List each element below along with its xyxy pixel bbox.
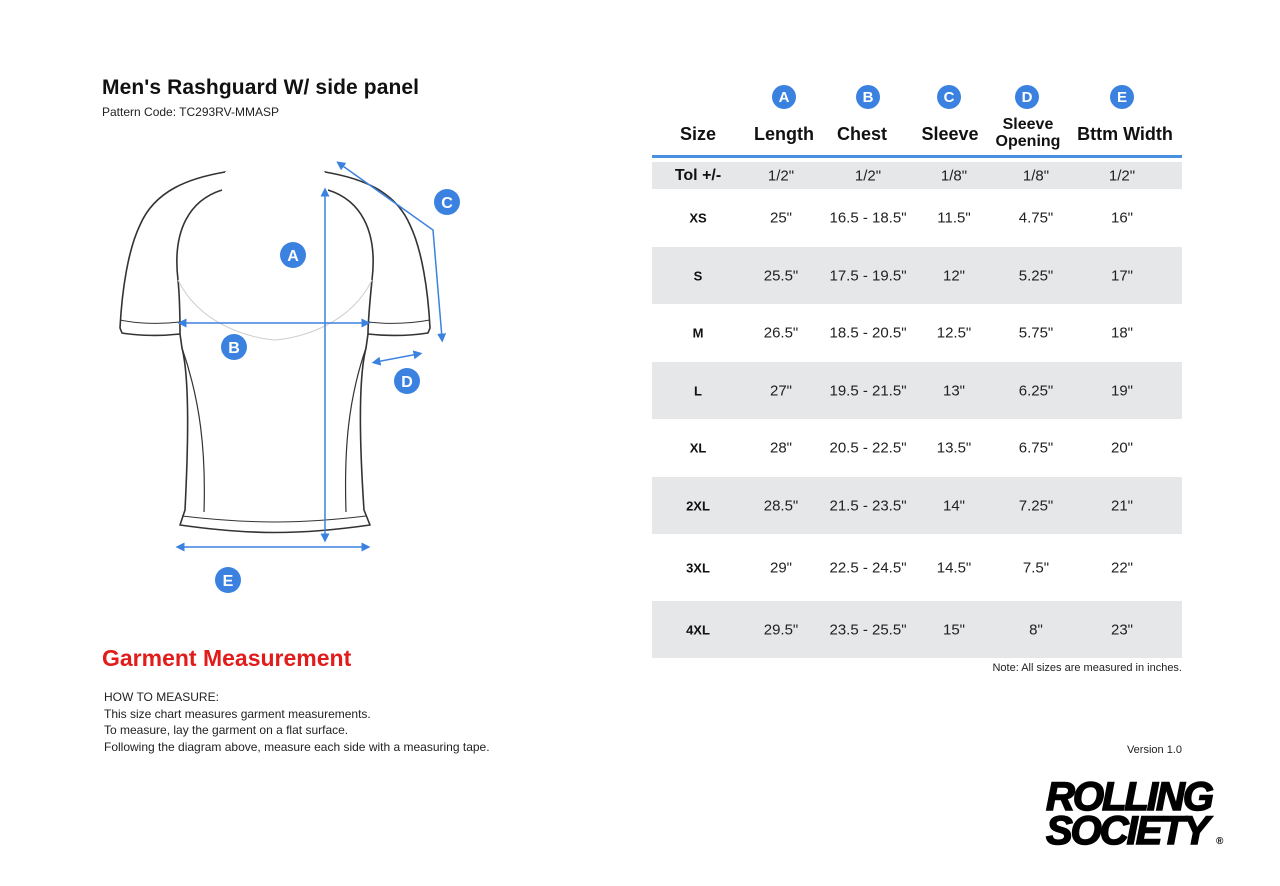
table-cell: 17" (1110, 267, 1134, 284)
table-cell: 28" (769, 439, 793, 457)
letter-badge: D (1015, 85, 1039, 109)
table-header (652, 114, 1182, 156)
size-cell: Tol +/- (674, 166, 722, 184)
svg-text:B: B (228, 340, 240, 357)
table-cell: 23.5 - 25.5" (829, 621, 907, 638)
table-cell: 6.25" (1018, 382, 1054, 399)
how-to-line: HOW TO MEASURE: (104, 690, 219, 704)
header-sleeve-opening-line2: Opening (995, 133, 1061, 150)
table-row (652, 477, 1182, 534)
table-cell: 25.5" (763, 267, 799, 284)
size-cell: 2XL (686, 498, 710, 513)
table-cell: 27" (769, 382, 793, 399)
table-cell: 12.5" (936, 324, 972, 342)
inches-note: Note: All sizes are measured in inches. (992, 662, 1182, 674)
column-letters (652, 85, 1182, 111)
table-cell: 25" (769, 209, 793, 227)
table-cell: 13.5" (936, 439, 972, 457)
size-cell: S (693, 268, 703, 283)
label-d-marker (394, 368, 420, 394)
letter-badge: E (1110, 85, 1134, 109)
table-row (652, 247, 1182, 304)
size-table-body (652, 162, 1182, 658)
table-cell: 22" (1110, 559, 1134, 576)
shirt-diagram (100, 150, 480, 610)
size-cell: 3XL (686, 560, 710, 575)
table-row (652, 304, 1182, 362)
table-row (652, 362, 1182, 419)
header-length: Length (754, 124, 814, 144)
header-sleeve: Sleeve (921, 124, 979, 144)
table-cell: 20.5 - 22.5" (829, 439, 907, 457)
table-cell: 8" (1029, 621, 1043, 638)
pattern-code: Pattern Code: TC293RV-MMASP (102, 105, 279, 119)
rolling-society-logo (1044, 776, 1244, 851)
table-cell: 15" (942, 621, 966, 638)
garment-measurement-title: Garment Measurement (102, 645, 352, 671)
label-c-marker (434, 189, 460, 215)
table-cell: 5.25" (1018, 267, 1054, 284)
table-cell: 18" (1110, 324, 1134, 342)
how-to-line: To measure, lay the garment on a flat surface. (104, 723, 349, 737)
table-cell: 14" (942, 497, 966, 514)
table-cell: 14.5" (936, 559, 972, 576)
table-cell: 17.5 - 19.5" (829, 267, 907, 284)
table-cell: 19" (1110, 382, 1134, 399)
table-cell: 7.5" (1022, 559, 1050, 576)
table-cell: 6.75" (1018, 439, 1054, 457)
header-size: Size (679, 124, 717, 144)
svg-text:C: C (441, 195, 453, 212)
table-cell: 12" (942, 267, 966, 284)
label-a-marker (280, 242, 306, 268)
table-cell: 18.5 - 20.5" (829, 324, 907, 342)
table-cell: 1/2" (1108, 167, 1136, 184)
size-cell: M (692, 325, 704, 341)
header-divider (652, 155, 1182, 158)
svg-text:E: E (222, 573, 234, 590)
svg-text:SOCIETY: SOCIETY (1046, 809, 1208, 851)
how-to-line: This size chart measures garment measurements. (104, 706, 371, 721)
how-to-line: Following the diagram above, measure each side with a measuring tape. (104, 739, 490, 754)
table-cell: 20" (1110, 439, 1134, 457)
table-cell: 21" (1110, 497, 1134, 514)
table-row (652, 189, 1182, 247)
svg-text:D: D (401, 374, 413, 391)
table-cell: 23" (1110, 621, 1134, 638)
svg-text:®: ® (1216, 836, 1224, 847)
size-cell: 4XL (686, 622, 710, 637)
table-cell: 13" (942, 382, 966, 399)
letter-badge: C (937, 85, 961, 109)
table-cell: 29" (769, 559, 793, 576)
table-row (652, 534, 1182, 601)
table-cell: 1/2" (767, 167, 795, 184)
table-cell: 21.5 - 23.5" (829, 497, 907, 514)
table-row (652, 419, 1182, 477)
table-cell: 1/2" (854, 167, 882, 184)
tolerance-row (652, 162, 1182, 189)
table-cell: 22.5 - 24.5" (829, 559, 907, 576)
table-cell: 16.5 - 18.5" (829, 209, 907, 227)
table-cell: 1/8" (940, 167, 968, 184)
header-sleeve-opening (996, 116, 1061, 150)
letter-badge: B (856, 85, 880, 109)
page-title: Men's Rashguard W/ side panel (102, 76, 420, 99)
version-label: Version 1.0 (1126, 744, 1182, 756)
label-b-marker (221, 334, 247, 360)
table-cell: 26.5" (763, 324, 799, 342)
header-bottom-width: Bttm Width (1077, 124, 1173, 144)
size-cell: XL (689, 440, 707, 456)
size-cell: XS (689, 210, 707, 226)
header-chest: Chest (836, 124, 888, 144)
table-cell: 16" (1110, 209, 1134, 227)
table-cell: 19.5 - 21.5" (829, 382, 907, 399)
shirt-outline (120, 172, 430, 533)
size-cell: L (694, 383, 702, 398)
table-cell: 28.5" (763, 497, 799, 514)
svg-text:A: A (287, 248, 299, 265)
label-e-marker (215, 567, 241, 593)
table-cell: 29.5" (763, 621, 799, 638)
svg-text:ROLLING: ROLLING (1046, 776, 1212, 819)
table-row (652, 601, 1182, 658)
letter-badge: A (772, 85, 796, 109)
header-sleeve-opening-line1: Sleeve (1002, 116, 1054, 133)
how-to-measure (104, 689, 490, 755)
table-cell: 4.75" (1018, 209, 1054, 227)
table-cell: 1/8" (1022, 167, 1050, 184)
table-cell: 7.25" (1018, 497, 1054, 514)
table-cell: 5.75" (1018, 324, 1054, 342)
table-cell: 11.5" (937, 209, 971, 227)
